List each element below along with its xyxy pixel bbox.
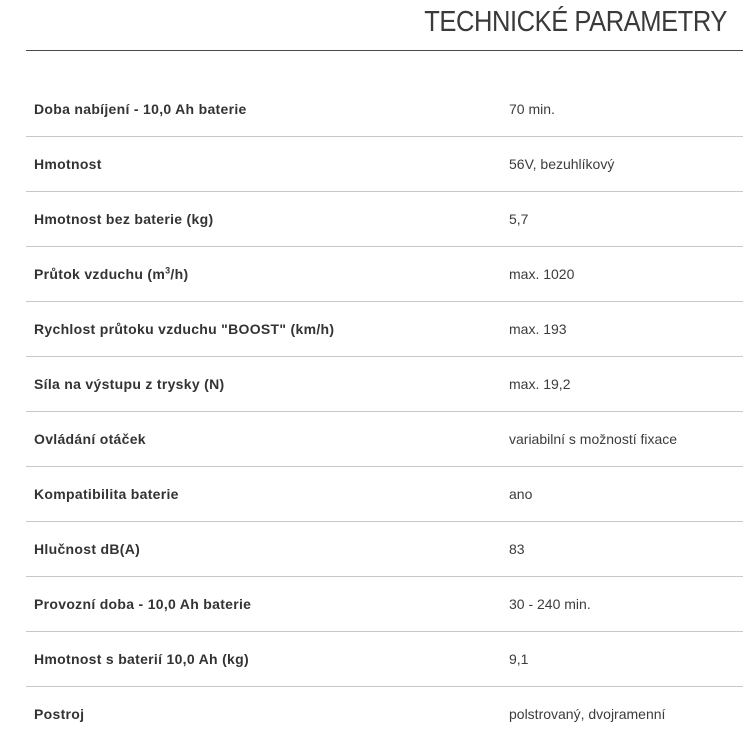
superscript: 3	[165, 265, 171, 276]
param-value: 9,1	[509, 651, 529, 667]
table-row	[26, 577, 743, 632]
param-label	[34, 247, 188, 301]
table-row	[26, 357, 743, 412]
param-value: variabilní s možností fixace	[509, 431, 678, 447]
title-divider	[26, 50, 743, 51]
section-title: TECHNICKÉ PARAMETRY	[424, 6, 727, 38]
param-value: 83	[509, 541, 525, 557]
table-row	[26, 467, 743, 522]
param-label: Kompatibilita baterie	[34, 486, 179, 502]
table-row	[26, 137, 743, 192]
param-label: Hmotnost s baterií 10,0 Ah (kg)	[34, 651, 249, 667]
table-row	[26, 82, 743, 137]
table-row	[26, 687, 743, 742]
table-row	[26, 302, 743, 357]
param-label: Ovládání otáček	[34, 431, 146, 447]
param-label: Hmotnost bez baterie (kg)	[34, 211, 214, 227]
param-value: ano	[509, 486, 533, 502]
table-row	[26, 522, 743, 577]
param-label: Síla na výstupu z trysky (N)	[34, 376, 225, 392]
param-value: 56V, bezuhlíkový	[509, 156, 615, 172]
param-value: polstrovaný, dvojramenní	[509, 706, 666, 722]
param-value: max. 1020	[509, 266, 575, 282]
param-label: Postroj	[34, 706, 85, 722]
param-label: Provozní doba - 10,0 Ah baterie	[34, 596, 252, 612]
param-label: Rychlost průtoku vzduchu "BOOST" (km/h)	[34, 321, 335, 337]
param-value: 70 min.	[509, 101, 555, 117]
param-label: Hmotnost	[34, 156, 102, 172]
param-label: Doba nabíjení - 10,0 Ah baterie	[34, 101, 247, 117]
param-value: max. 193	[509, 321, 567, 337]
param-label: Hlučnost dB(A)	[34, 541, 141, 557]
parameters-table	[26, 82, 743, 742]
table-row	[26, 632, 743, 687]
param-label-text: /h)	[170, 266, 189, 282]
param-value: max. 19,2	[509, 376, 571, 392]
table-row	[26, 412, 743, 467]
table-row	[26, 192, 743, 247]
param-label-text: Průtok vzduchu (m	[34, 266, 166, 282]
table-row	[26, 247, 743, 302]
param-value: 30 - 240 min.	[509, 596, 591, 612]
param-value: 5,7	[509, 211, 529, 227]
